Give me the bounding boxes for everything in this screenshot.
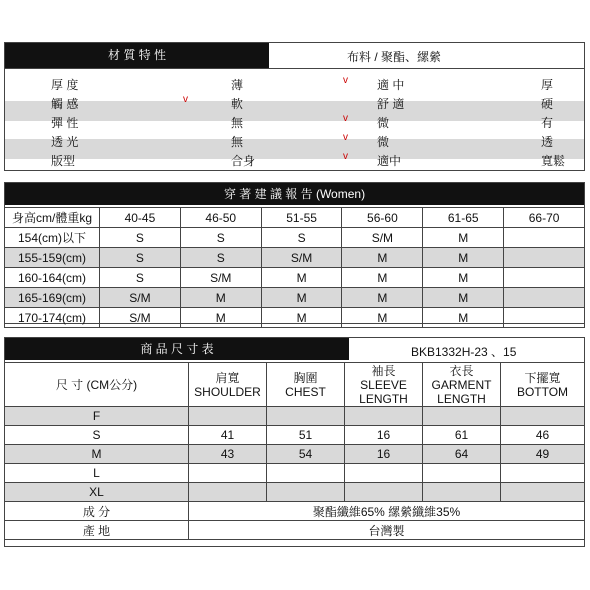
size-table (4, 362, 585, 540)
material-mid: 微 (377, 135, 390, 149)
size-cell (501, 407, 585, 426)
recommend-cell: S (180, 228, 261, 248)
weight-header: 51-55 (261, 208, 342, 228)
size-cell (423, 464, 501, 483)
recommend-cell: M (342, 268, 423, 288)
recommend-cell (504, 308, 585, 328)
col-en: CHEST (285, 384, 326, 399)
size-label: L (5, 464, 189, 483)
recommend-row (5, 228, 585, 248)
col-en: BOTTOM (516, 384, 569, 399)
recommend-row (5, 288, 585, 308)
size-cell: 16 (345, 445, 423, 464)
col-header (189, 363, 267, 407)
material-right: 厚 (541, 78, 554, 92)
composition-value: 聚酯纖維65% 縲縈纖維35% (189, 502, 585, 521)
material-name: 厚 度 (51, 78, 79, 92)
size-header: 商 品 尺 寸 表 (5, 338, 349, 360)
size-row (5, 407, 585, 426)
recommend-corner: 身高cm/體重kg (5, 208, 100, 228)
weight-header: 66-70 (504, 208, 585, 228)
size-cell: 49 (501, 445, 585, 464)
material-left: 無 (231, 116, 244, 130)
recommend-cell (504, 228, 585, 248)
col-zh: 肩寬 (215, 370, 240, 385)
recommend-panel (4, 182, 585, 324)
recommend-cell: M (180, 308, 261, 328)
weight-header: 56-60 (342, 208, 423, 228)
size-cell: 61 (423, 426, 501, 445)
col-zh: 衣長 (449, 363, 474, 378)
recommend-cell: M (261, 308, 342, 328)
size-cell: 16 (345, 426, 423, 445)
size-row (5, 445, 585, 464)
size-panel (4, 337, 585, 547)
size-cell (501, 464, 585, 483)
material-mid: 舒 適 (377, 97, 405, 111)
size-cell (345, 407, 423, 426)
size-cell (189, 464, 267, 483)
origin-label: 產 地 (5, 521, 189, 540)
material-right: 透 (541, 135, 554, 149)
size-row (5, 464, 585, 483)
recommend-cell: S/M (342, 228, 423, 248)
col-header (423, 363, 501, 407)
selected-mark: v (343, 151, 348, 162)
recommend-cell: M (423, 288, 504, 308)
composition-label: 成 分 (5, 502, 189, 521)
col-header (267, 363, 345, 407)
selected-mark: v (343, 132, 348, 143)
material-row-shade (5, 139, 584, 159)
recommend-cell: M (423, 228, 504, 248)
size-cell (423, 407, 501, 426)
material-row-shade (5, 101, 584, 121)
size-cell (345, 483, 423, 502)
recommend-row (5, 308, 585, 328)
recommend-cell: S/M (100, 288, 181, 308)
size-cell (345, 464, 423, 483)
size-cell (501, 483, 585, 502)
material-name: 版型 (51, 154, 76, 168)
selected-mark: v (343, 75, 348, 86)
size-cell (423, 483, 501, 502)
recommend-cell (504, 268, 585, 288)
recommend-cell: M (423, 248, 504, 268)
recommend-row (5, 248, 585, 268)
col-header (501, 363, 585, 407)
recommend-cell: M (180, 288, 261, 308)
material-left: 合身 (231, 154, 256, 168)
recommend-cell: S (100, 268, 181, 288)
material-right: 寬鬆 (541, 154, 566, 168)
size-cell: 54 (267, 445, 345, 464)
col-zh: 下擺寬 (524, 370, 561, 385)
recommend-cell: M (423, 268, 504, 288)
height-label: 154(cm)以下 (5, 228, 100, 248)
size-label: M (5, 445, 189, 464)
recommend-cell: M (342, 288, 423, 308)
col-zh: 袖長 (371, 363, 396, 378)
col-header (345, 363, 423, 407)
height-label: 155-159(cm) (5, 248, 100, 268)
recommend-cell: S (100, 248, 181, 268)
recommend-header: 穿 著 建 議 報 告 (Women) (5, 183, 584, 205)
material-panel (4, 42, 585, 171)
size-label: F (5, 407, 189, 426)
recommend-cell: M (423, 308, 504, 328)
size-cell (267, 483, 345, 502)
recommend-cell (504, 288, 585, 308)
recommend-cell: S/M (261, 248, 342, 268)
size-label: XL (5, 483, 189, 502)
material-right: 硬 (541, 97, 554, 111)
material-name: 彈 性 (51, 116, 79, 130)
col-en: SHOULDER (194, 384, 261, 399)
recommend-cell (504, 248, 585, 268)
material-mid: 微 (377, 116, 390, 130)
material-mid: 適 中 (377, 78, 405, 92)
col-en: GARMENT LENGTH (431, 377, 492, 406)
size-label: S (5, 426, 189, 445)
recommend-table (4, 207, 585, 328)
size-cell (267, 407, 345, 426)
size-cell (189, 407, 267, 426)
selected-mark: v (343, 113, 348, 124)
weight-header: 40-45 (100, 208, 181, 228)
material-header: 材 質 特 性 (5, 43, 269, 68)
recommend-cell: M (261, 288, 342, 308)
recommend-cell: S (180, 248, 261, 268)
size-cell: 51 (267, 426, 345, 445)
height-label: 160-164(cm) (5, 268, 100, 288)
size-cell: 46 (501, 426, 585, 445)
material-left: 無 (231, 135, 244, 149)
material-mid: 適中 (377, 154, 402, 168)
origin-value: 台灣製 (189, 521, 585, 540)
weight-header: 46-50 (180, 208, 261, 228)
recommend-cell: S (100, 228, 181, 248)
material-name: 透 光 (51, 135, 79, 149)
fabric-label: 布料 / 聚酯、縲縈 (347, 50, 442, 64)
selected-mark: v (183, 94, 188, 105)
material-left: 軟 (231, 97, 244, 111)
size-cell: 41 (189, 426, 267, 445)
size-corner: 尺 寸 (CM公分) (5, 363, 189, 407)
col-zh: 胸圍 (293, 370, 318, 385)
recommend-row (5, 268, 585, 288)
material-name: 觸 感 (51, 97, 79, 111)
size-cell (189, 483, 267, 502)
weight-header: 61-65 (423, 208, 504, 228)
recommend-cell: S (261, 228, 342, 248)
height-label: 165-169(cm) (5, 288, 100, 308)
col-en: SLEEVE LENGTH (359, 377, 408, 406)
recommend-cell: M (261, 268, 342, 288)
material-right: 有 (541, 116, 554, 130)
size-cell (267, 464, 345, 483)
material-left: 薄 (231, 78, 244, 92)
recommend-cell: M (342, 308, 423, 328)
recommend-cell: S/M (100, 308, 181, 328)
height-label: 170-174(cm) (5, 308, 100, 328)
product-code: BKB1332H-23 、15 (411, 345, 517, 359)
size-cell: 43 (189, 445, 267, 464)
size-cell: 64 (423, 445, 501, 464)
recommend-cell: M (342, 248, 423, 268)
size-row (5, 483, 585, 502)
size-row (5, 426, 585, 445)
recommend-cell: S/M (180, 268, 261, 288)
